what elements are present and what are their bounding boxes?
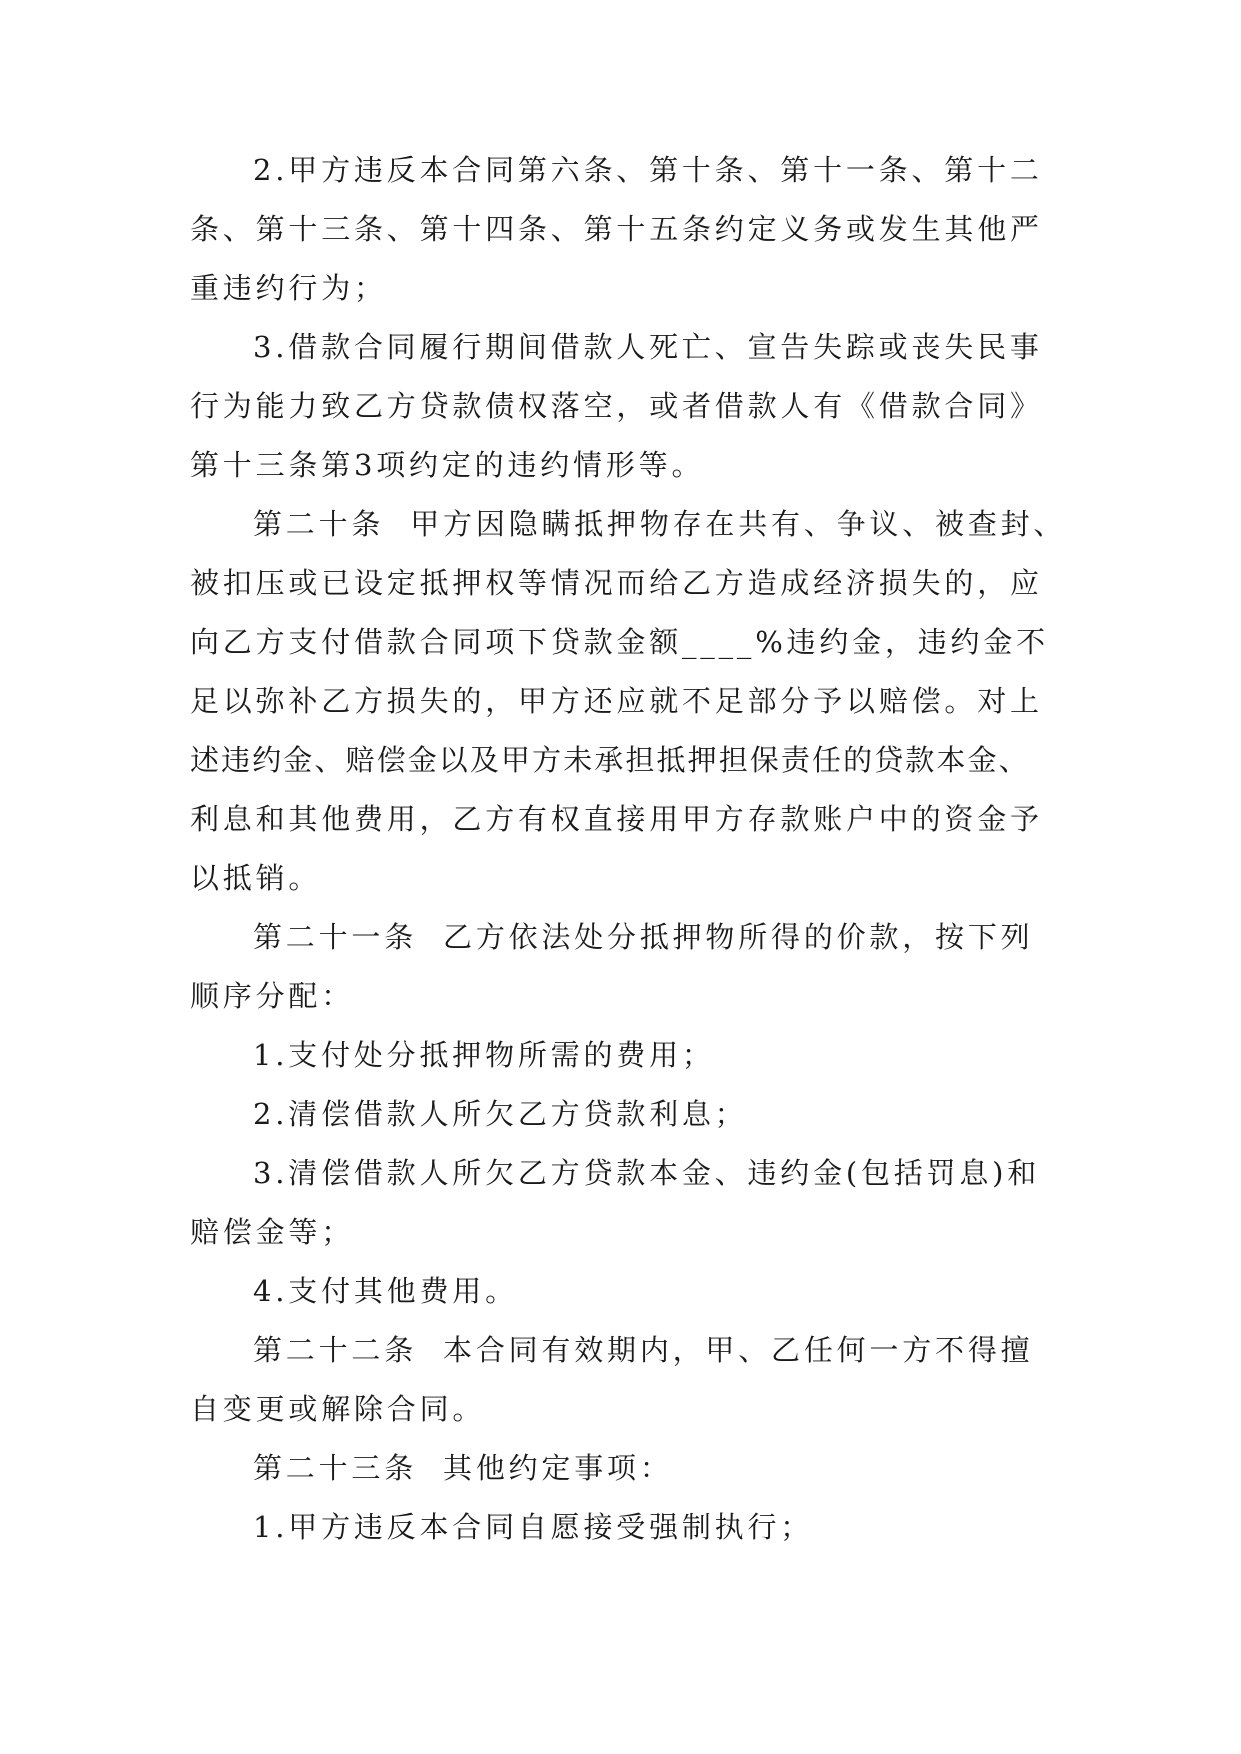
clause-21-item-4: 4.支付其他费用。 (253, 1274, 518, 1308)
clause-22-line-1: 第二十二条 本合同有效期内，甲、乙任何一方不得擅 (253, 1333, 1034, 1367)
clause-21-line-2: 顺序分配： (190, 979, 355, 1013)
clause-20-line-6: 利息和其他费用，乙方有权直接用甲方存款账户中的资金予 (190, 802, 1043, 836)
clause-19-item-3-line-2: 行为能力致乙方贷款债权落空，或者借款人有《借款合同》 (190, 389, 1043, 423)
clause-19-item-2-line-1: 2.甲方违反本合同第六条、第十条、第十一条、第十二 (253, 153, 1043, 187)
clause-21-item-3-line-2: 赔偿金等； (190, 1215, 355, 1249)
clause-21-item-2: 2.清偿借款人所欠乙方贷款利息； (253, 1097, 748, 1131)
clause-19-item-2-line-2: 条、第十三条、第十四条、第十五条约定义务或发生其他严 (190, 212, 1043, 246)
clause-23-heading: 第二十三条 其他约定事项： (253, 1451, 673, 1485)
clause-21-line-1: 第二十一条 乙方依法处分抵押物所得的价款，按下列 (253, 920, 1034, 954)
clause-20-line-7: 以抵销。 (190, 861, 322, 895)
clause-23-item-1: 1.甲方违反本合同自愿接受强制执行； (253, 1510, 814, 1544)
clause-20-line-2: 被扣压或已设定抵押权等情况而给乙方造成经济损失的，应 (190, 566, 1043, 600)
clause-20-line-3: 向乙方支付借款合同项下贷款金额____%违约金，违约金不 (190, 625, 1049, 659)
clause-21-item-3-line-1: 3.清偿借款人所欠乙方贷款本金、违约金(包括罚息)和 (253, 1156, 1041, 1190)
clause-19-item-2-line-3: 重违约行为； (190, 271, 387, 305)
clause-21-item-1: 1.支付处分抵押物所需的费用； (253, 1038, 715, 1072)
clause-20-line-5: 述违约金、赔偿金以及甲方未承担抵押担保责任的贷款本金、 (190, 743, 1030, 777)
clause-19-item-3-line-3: 第十三条第3项约定的违约情形等。 (190, 448, 705, 482)
clause-22-line-2: 自变更或解除合同。 (190, 1392, 486, 1426)
clause-20-line-1: 第二十条 甲方因隐瞒抵押物存在共有、争议、被查封、 (253, 507, 1067, 541)
clause-20-line-4: 足以弥补乙方损失的，甲方还应就不足部分予以赔偿。对上 (190, 684, 1043, 718)
clause-19-item-3-line-1: 3.借款合同履行期间借款人死亡、宣告失踪或丧失民事 (253, 330, 1043, 364)
